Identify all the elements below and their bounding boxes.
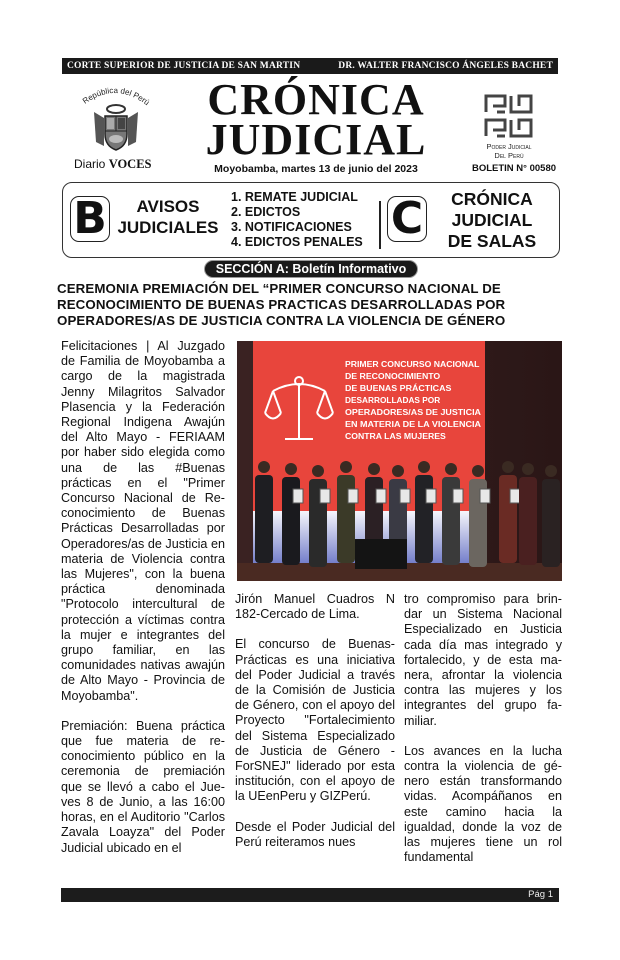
article-column-1 xyxy=(61,339,225,871)
section-b-title-line-1: AVISOS xyxy=(136,197,200,216)
article-paragraph: Desde el Poder Judicial del Perú reiteramos nues xyxy=(235,819,395,849)
screen-text-line: CONTRA LAS MUJERES xyxy=(345,431,447,441)
award-certificate xyxy=(320,489,330,503)
section-b-item: 2. EDICTOS xyxy=(231,205,301,219)
article-column-3 xyxy=(404,592,562,880)
pj-line-2: Del Perú xyxy=(494,151,524,160)
section-b-title-line-2: JUDICIALES xyxy=(117,218,219,237)
coat-of-arms-icon xyxy=(70,82,160,154)
top-banner xyxy=(62,58,558,74)
section-b-title xyxy=(113,196,223,238)
person-silhouette xyxy=(255,461,273,563)
screen-text-line: PRIMER CONCURSO NACIONAL xyxy=(345,359,480,369)
poder-judicial-caption xyxy=(474,142,544,160)
diario-voces-brand xyxy=(74,157,152,172)
award-certificate xyxy=(510,489,520,503)
diario-name: VOCES xyxy=(108,157,152,171)
person-silhouette xyxy=(519,463,537,565)
award-certificate xyxy=(293,489,303,503)
article-paragraph: Premiación: Buena práctica que fue materia de reconocimiento público en la ceremonia de premiación que se llevó a cabo el Jueves 8 de Junio, a las 16:00 horas, en el Auditorio "Carlos Zavala Loayza" del Poder Judicial ubicado en el xyxy=(61,718,225,855)
section-c-title-line-1: CRÓNICA xyxy=(451,189,533,209)
article-paragraph: tro compromiso para brindar un Sistema Nacional Especializado en Justicia cada día mas integrado y fortalecido, y de esta manera, afrontar la violencia contra las mujeres y los integrantes del grupo familiar. xyxy=(404,592,562,728)
dateline: Moyobamba, martes 13 de junio del 2023 xyxy=(214,163,418,175)
section-c-title-line-2: JUDICIAL xyxy=(451,210,533,230)
section-b-item: 1. REMATE JUDICIAL xyxy=(231,190,358,204)
article-headline: CEREMONIA PREMIACIÓN DEL “PRIMER CONCURSO NACIONAL DE RECONOCIMIENTO DE BUENAS PRACTICAS DESARROLLADAS POR OPERADORES/AS DE JUSTICIA CONTRA LA VIOLENCIA DE GÉNERO xyxy=(57,281,506,328)
article-paragraph: Jirón Manuel Cuadros N 182-Cercado de Lima. xyxy=(235,592,395,622)
masthead-line-2: JUDICIAL xyxy=(205,115,427,164)
masthead-line-1: CRÓNICA xyxy=(207,75,425,124)
section-b-items xyxy=(231,190,363,250)
article-paragraph: Los avances en la lucha contra la violencia de género están transformando vidas. Acompáñanos en este camino hacia la igualdad, donde la voz de las mujeres tiene un rol fundamental xyxy=(404,743,562,865)
boletin-number: BOLETIN N° 00580 xyxy=(471,163,557,174)
diario-prefix: Diario xyxy=(74,157,106,171)
pj-line-1: Poder Judicial xyxy=(486,142,532,151)
screen-text-line: OPERADORES/AS DE JUSTICIA xyxy=(345,407,481,417)
poder-judicial-logo-icon xyxy=(483,92,535,140)
screen-text-line: EN MATERIA DE LA VIOLENCIA xyxy=(345,419,481,429)
coat-caption: República del Perú xyxy=(80,85,152,108)
award-certificate xyxy=(453,489,463,503)
sections-index-box xyxy=(62,182,560,258)
section-b-item: 4. EDICTOS PENALES xyxy=(231,235,363,249)
section-b-letter: B xyxy=(70,196,110,242)
screen-text-line: DE BUENAS PRÁCTICAS xyxy=(345,383,452,393)
award-certificate xyxy=(400,489,410,503)
section-a-label: SECCIÓN A: Boletín Informativo xyxy=(204,260,418,278)
award-certificate xyxy=(480,489,490,503)
screen-text-line: DESARROLLADAS POR xyxy=(345,395,441,405)
page-number: Pág 1 xyxy=(528,889,553,900)
page-footer-bar xyxy=(61,888,559,902)
section-c-title-line-3: DE SALAS xyxy=(447,231,537,251)
screen-text-line: DE RECONOCIMIENTO xyxy=(345,371,441,381)
president-name: DR. WALTER FRANCISCO ÁNGELES BACHET xyxy=(338,61,553,71)
person-silhouette xyxy=(542,465,560,567)
article-paragraph: Felicitaciones | Al Juzgado de Familia de Moyobamba a cargo de la magistrada Jenny Milagritos Salvador Plasencia y la Federación Regional Indigena Awajún del Alto Mayo - FERIAAM por haber sido elegida como una de las #Buenas prácticas en el "Primer Concurso Nacional de Reconocimiento de Buenas Prácticas Desarrolladas por Operadores/as de Justicia en materia de Violencia contra las Mujeres", con la buena práctica denominada "Protocolo intercultural de protección a víctimas contra la mujer e integrantes del grupo familiar, en las comunidades nativas awajún de Alto Mayo - Provincia de Moyobamba". xyxy=(61,339,225,703)
section-b-item: 3. NOTIFICACIONES xyxy=(231,220,352,234)
court-name: CORTE SUPERIOR DE JUSTICIA DE SAN MARTIN xyxy=(67,61,301,71)
masthead-title xyxy=(186,75,446,164)
section-c-letter: C xyxy=(387,196,427,242)
ceremony-photo-image xyxy=(237,341,562,581)
award-certificate xyxy=(426,489,436,503)
award-certificate xyxy=(348,489,358,503)
svg-text:República del Perú xyxy=(81,86,151,107)
section-c-title xyxy=(431,189,553,252)
ceremony-photo xyxy=(237,341,562,581)
award-certificate xyxy=(376,489,386,503)
article-column-2 xyxy=(235,592,395,865)
article-paragraph: El concurso de Buenas-Prácticas es una iniciativa del Poder Judicial a través de la Comisión de Justicia de Género, con el apoyo del Proyecto "Fortalecimiento del Sistema Especializado de Justicia de Género - ForSNEJ" liderado por esta institución, con el apoyo de la UEenPeru y GIZPerú. xyxy=(235,637,395,804)
section-divider xyxy=(379,201,381,249)
coat-of-arms-logo xyxy=(70,82,160,154)
